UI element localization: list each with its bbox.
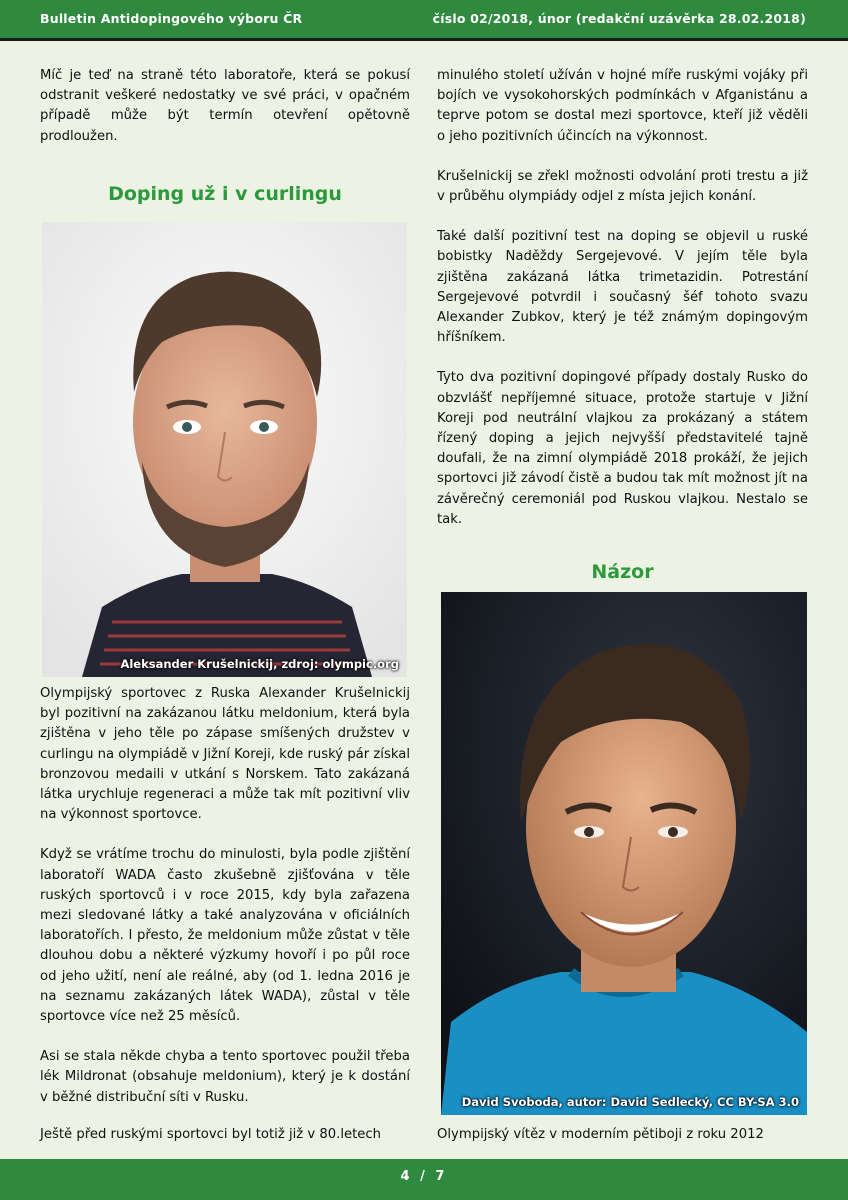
paragraph-7: Tyto dva pozitivní dopingové případy dostaly Rusko do obzvlášť nepříjemné situace, protože startuje v Jižní Koreji pod neutrální vlajkou za prokázaný a státem řízený doping a jejich nejvyšší představitelé tajně doufali, že na zimní olympiádě 2018 prokáží, že jejich sportovci již závodí čistě a budou tak mít možnost jít na závěrečný ceremoniál pod Ruskou vlajkou. Nestalo se tak. [437, 370, 808, 527]
portrait-image [42, 222, 407, 677]
article-heading-curling: Doping už i v curlingu [108, 183, 342, 205]
header-divider [0, 38, 848, 41]
continued-line: Ještě před ruskými sportovci byl totiž již v 80.letech [40, 1127, 382, 1142]
issue-info: číslo 02/2018, únor (redakční uzávěrka 28.02.2018) [432, 11, 806, 26]
curling-article-continuation [437, 66, 808, 550]
photo-svoboda [441, 592, 807, 1115]
nazor-first-line: Olympijský vítěz v moderním pětiboji z roku 2012 [437, 1127, 764, 1142]
article-heading-nazor: Názor [591, 561, 654, 583]
bulletin-header [0, 0, 848, 38]
paragraph-2: Když se vrátíme trochu do minulosti, byla podle zjištění laboratoří WADA často zkušebně zjišťována v těle ruských sportovců i v roce 2015, kdy byla zařazena mezi sledované látky a také analyzována v oficiálních laboratořích. I přesto, že meldonium může zůstat v těle dlouhou dobu a některé výzkumy hovoří i po půl roce od jeho užití, není ale reálné, aby (od 1. ledna 2016 je na seznamu zakázaných látek WADA), zůstal v těle sportovce více než 25 měsíců. [40, 847, 410, 1025]
page-footer [0, 1159, 848, 1200]
paragraph-6: Také další pozitivní test na doping se objevil u ruské bobistky Naděždy Sergejevové. V jejím těle byla zjištěna zakázaná látka trimetazidin. Potrestání Sergejevové potvrdil i současný šéf tohoto svazu Alexander Zubkov, který je též známým dopingovým hříšníkem. [437, 229, 808, 346]
bulletin-title: Bulletin Antidopingového výboru ČR [40, 11, 303, 26]
paragraph-4: minulého století užíván v hojné míře ruskými vojáky při bojích ve vysokohorských podmínkách v Afganistánu a teprve potom se dostal mezi sportovce, kteří již věděli o jeho pozitivních účincích na výkonnost. [437, 68, 808, 144]
curling-article-body [40, 684, 410, 1128]
photo-kruselnickij [42, 222, 407, 677]
portrait-image [441, 592, 807, 1115]
page-number: 4 / 7 [400, 1169, 448, 1184]
paragraph-1: Olympijský sportovec z Ruska Alexander Krušelnickij byl pozitivní na zakázanou látku meldonium, která byla zjištěna v jeho těle po zápase smíšených družstev v curlingu na olympiádě v Jižní Koreji, kde ruský pár získal bronzovou medaili v utkání s Norskem. Tato zakázaná látka urychluje regeneraci a může tak mít pozitivní vliv na výkonnost sportovce. [40, 686, 410, 823]
paragraph-5: Krušelnickij se zřekl možnosti odvolání proti trestu a již v průběhu olympiády odjel z místa jejich konání. [437, 168, 808, 205]
paragraph-3: Asi se stala někde chyba a tento sportovec použil třeba lék Mildronat (obsahuje meldonium), který je k dostání v běžné distribuční síti v Rusku. [40, 1049, 410, 1105]
intro-paragraph [40, 66, 410, 167]
photo-caption-svoboda: David Svoboda, autor: David Sedlecký, CC BY-SA 3.0 [461, 1095, 799, 1109]
intro-text: Míč je teď na straně této laboratoře, která se pokusí odstranit veškeré nedostatky ve své práci, v opačném případě může být termín otevření opětovně prodloužen. [40, 68, 410, 144]
photo-caption-kruselnickij: Aleksander Krušelnickij, zdroj: olympic.org [120, 657, 399, 671]
